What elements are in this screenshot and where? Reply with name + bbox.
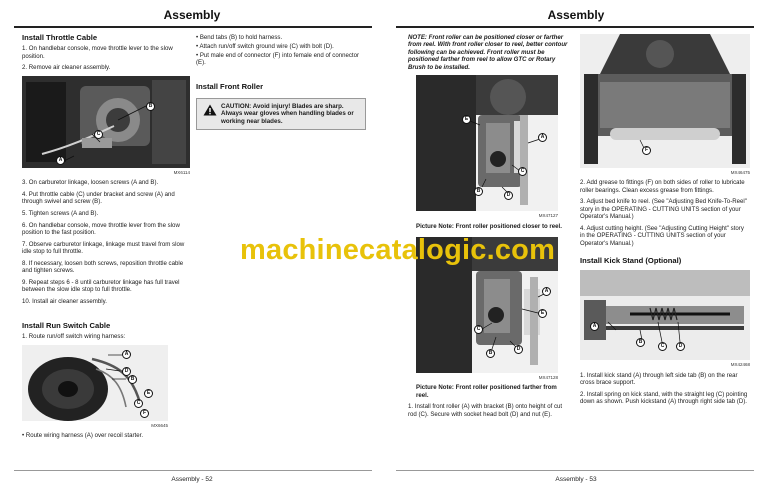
step-text: 8. If necessary, loosen both screws, reposition throttle cable and tighten screws.	[22, 259, 184, 274]
step-text: 4. Adjust cutting height. (See "Adjusting Cutting Height" story in the OPERATING - CUTTING UNITS section of your Operator's Manual.)	[580, 224, 744, 247]
bullet-text: • Bend tabs (B) to hold harness.	[196, 34, 283, 41]
front-roller-closer-photo	[416, 75, 558, 211]
step-text: 9. Repeat steps 6 - 8 until carburetor linkage has full travel between the slow idle stop to full throttle.	[22, 278, 180, 293]
callout-label: C	[518, 167, 527, 176]
left-page-header: Assembly	[163, 8, 221, 22]
figure-id: MX47128	[538, 375, 558, 381]
step-text: 2. Add grease to fittings (F) on both sides of roller to lubricate roller bearings. Clean excess grease from fittings.	[580, 179, 745, 194]
step-text: 5. Tighten screws (A and B).	[22, 210, 99, 217]
right-page-header: Assembly	[547, 8, 605, 22]
callout-label: C	[134, 399, 143, 408]
right-page-footer: Assembly - 53	[555, 476, 597, 483]
callout-label: A	[56, 156, 65, 165]
bullet-text: • Put male end of connector (F) into female end of connector (E).	[196, 51, 360, 67]
callout-label: E	[538, 309, 547, 318]
throttle-cable-heading: Install Throttle Cable	[22, 33, 98, 42]
callout-label: E	[462, 115, 471, 124]
right-header-rule	[396, 26, 754, 28]
callout-label: A	[590, 322, 599, 331]
figure-id: MX6114	[173, 170, 190, 175]
callout-label: D	[514, 345, 523, 354]
kick-stand-heading: Install Kick Stand (Optional)	[580, 256, 682, 266]
run-switch-heading: Install Run Switch Cable	[22, 321, 111, 330]
step-text: 2. Install spring on kick stand, with the straight leg (C) pointing down as shown. Push kickstand (A) through right side tab (D).	[580, 390, 748, 406]
step-text: 3. On carburetor linkage, loosen screws (A and B).	[22, 179, 159, 187]
carburetor-linkage-photo	[22, 76, 190, 168]
bullet-text: • Route wiring harness (A) over recoil starter.	[22, 432, 144, 440]
figure-id: MX46475	[730, 170, 750, 175]
callout-label: D	[504, 191, 513, 200]
callout-label: D	[676, 342, 685, 351]
callout-label: F	[140, 409, 149, 418]
step-text: 1. Install front roller (A) with bracket (B) onto height of cut rod (C). Secure with socket head bolt (D) and nut (E).	[408, 403, 563, 418]
callout-label: B	[146, 102, 155, 111]
step-text: 3. Adjust bed knife to reel. (See "Adjusting Bed Knife-To-Reel" story in the OPERATING - CUTTING UNITS section of your Operator's Manual.)	[580, 198, 747, 221]
callout-label: E	[144, 389, 153, 398]
step-text: 10. Install air cleaner assembly.	[22, 297, 107, 305]
callout-label: B	[636, 338, 645, 347]
right-footer-rule	[396, 470, 754, 471]
left-column-1	[22, 34, 190, 309]
callout-label: A	[542, 287, 551, 296]
picture-note: Picture Note: Front roller positioned closer to reel.	[416, 222, 562, 230]
note-text: NOTE: Front roller can be positioned closer or farther from reel. With front roller closer to reel, better contour following can be achieved. Front roller must be positioned farther from reel to allow GTC or Rotary Brush to be installed.	[408, 34, 568, 71]
bullet-text: • Attach run/off switch ground wire (C) with bolt (D).	[196, 42, 334, 50]
callout-label: C	[474, 325, 483, 334]
recoil-starter-wiring-photo	[22, 345, 168, 421]
step-text: 6. On handlebar console, move throttle lever from the slow position to the fast position.	[22, 221, 180, 236]
watermark-text: machinecatalogic.com	[240, 234, 556, 266]
step-text: 1. Route run/off switch wiring harness:	[22, 333, 126, 341]
picture-note: Picture Note: Front roller positioned farther from reel.	[416, 384, 557, 399]
callout-label: A	[538, 133, 547, 142]
step-text: 1. Install kick stand (A) through left side tab (B) on the rear cross brace support.	[580, 371, 738, 387]
front-roller-heading: Install Front Roller	[196, 81, 264, 91]
figure-id: MX42468	[730, 362, 750, 368]
callout-label: B	[128, 375, 137, 384]
left-page-footer: Assembly - 52	[171, 476, 213, 483]
step-text: 1. On handlebar console, move throttle lever to the slow position.	[22, 45, 173, 60]
run-switch-section	[22, 322, 190, 444]
right-column-1	[408, 34, 568, 422]
kick-stand-photo	[580, 270, 750, 360]
figure-id: MX6645	[151, 423, 168, 428]
left-column-2	[196, 34, 366, 130]
warning-triangle-icon	[203, 104, 217, 118]
callout-label: B	[486, 349, 495, 358]
left-header-rule	[14, 26, 372, 28]
callout-label: F	[642, 146, 651, 155]
step-text: 4. Put throttle cable (C) under bracket and screw (A) and through swivel and screw (B).	[22, 191, 175, 206]
caution-text: CAUTION: Avoid injury! Blades are sharp. Always wear gloves when handling blades or working near blades.	[221, 103, 354, 125]
callout-label: C	[94, 130, 103, 139]
step-text: 7. Observe carburetor linkage, linkage must travel from slow idle stop to full throttle.	[22, 240, 185, 255]
left-footer-rule	[14, 470, 372, 471]
callout-label: C	[658, 342, 667, 351]
callout-label: B	[474, 187, 483, 196]
roller-grease-fitting-photo	[580, 34, 750, 168]
callout-label: A	[122, 350, 131, 359]
right-column-2	[580, 34, 750, 410]
callout-label: D	[122, 367, 131, 376]
caution-box	[196, 98, 366, 130]
figure-id: MX47127	[538, 213, 558, 219]
step-text: 2. Remove air cleaner assembly.	[22, 64, 111, 72]
